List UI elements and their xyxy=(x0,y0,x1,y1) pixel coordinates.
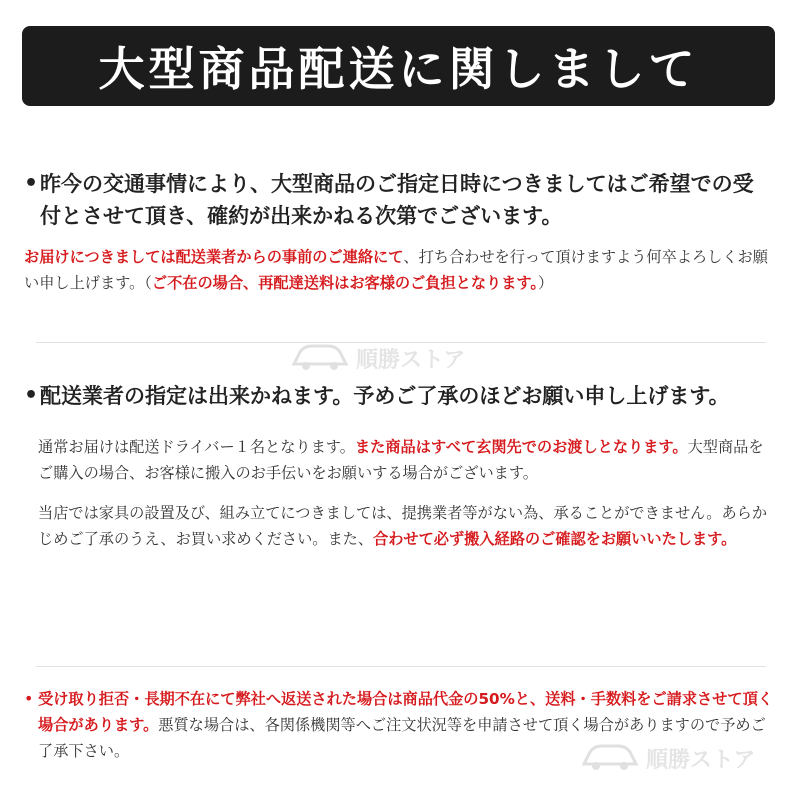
highlight-text: 受け取り拒否・長期不在にて弊社へ返送された場合は商品代金の50%と、送料・手数料をご請求させて頂く場合があります。 xyxy=(38,690,773,734)
highlight-text: ご不在の場合、再配達送料はお客様のご負担となります。 xyxy=(151,274,538,292)
driver-paragraph xyxy=(24,434,774,486)
divider xyxy=(36,666,766,667)
body-text: ） xyxy=(537,274,554,292)
store-name: 順勝ストア xyxy=(646,747,756,773)
store-name: 順勝ストア xyxy=(356,347,466,373)
body-text: 、打ち合わせを行って頂けますよう何卒よろしくお願い申し上げます。（ xyxy=(24,248,768,292)
section-heading xyxy=(24,168,774,232)
highlight-text: お届けにつきましては配送業者からの事前のご連絡にて xyxy=(24,248,404,266)
car-icon xyxy=(290,338,350,378)
bullet: • xyxy=(24,171,39,196)
bullet: • xyxy=(24,689,34,708)
highlight-text: また商品はすべて玄関先でのお渡しとなります。 xyxy=(354,438,688,456)
page-title: 大型商品配送に関しまして xyxy=(98,42,699,96)
heading-text: 配送業者の指定は出来かねます。予めご了承のほどお願い申し上げます。 xyxy=(40,384,730,408)
body-text: 当店では家具の設置及び、組み立てにつきましては、提携業者等がない為、承ることができません。あらかじめご了承のうえ、お買い求めください。また、 xyxy=(38,504,767,548)
section-date-time-notice xyxy=(24,168,774,296)
car-icon xyxy=(580,738,640,778)
heading-text: 昨今の交通事情により、大型商品のご指定日時につきましてはご希望での受付とさせて頂き、確約が出来かねる次第でございます。 xyxy=(40,172,754,228)
delivery-contact-paragraph xyxy=(24,244,774,296)
assembly-paragraph xyxy=(24,500,774,552)
body-text: 悪質な場合は、各関係機関等へご注文状況等を申請させて頂く場合がありますので予めご了承下さい。 xyxy=(38,716,766,760)
section-heading xyxy=(24,380,774,412)
section-carrier-notice xyxy=(24,380,774,552)
store-watermark xyxy=(580,738,755,778)
body-text: 大型商品をご購入の場合、お客様に搬入のお手伝いをお願いする場合がございます。 xyxy=(38,438,764,482)
body-text: 通常お届けは配送ドライバー１名となります。 xyxy=(38,438,355,456)
store-watermark xyxy=(290,338,465,378)
highlight-text: 合わせて必ず搬入経路のご確認をお願いいたします。 xyxy=(373,530,737,548)
page-title-banner xyxy=(22,26,775,106)
bullet: • xyxy=(24,383,39,408)
